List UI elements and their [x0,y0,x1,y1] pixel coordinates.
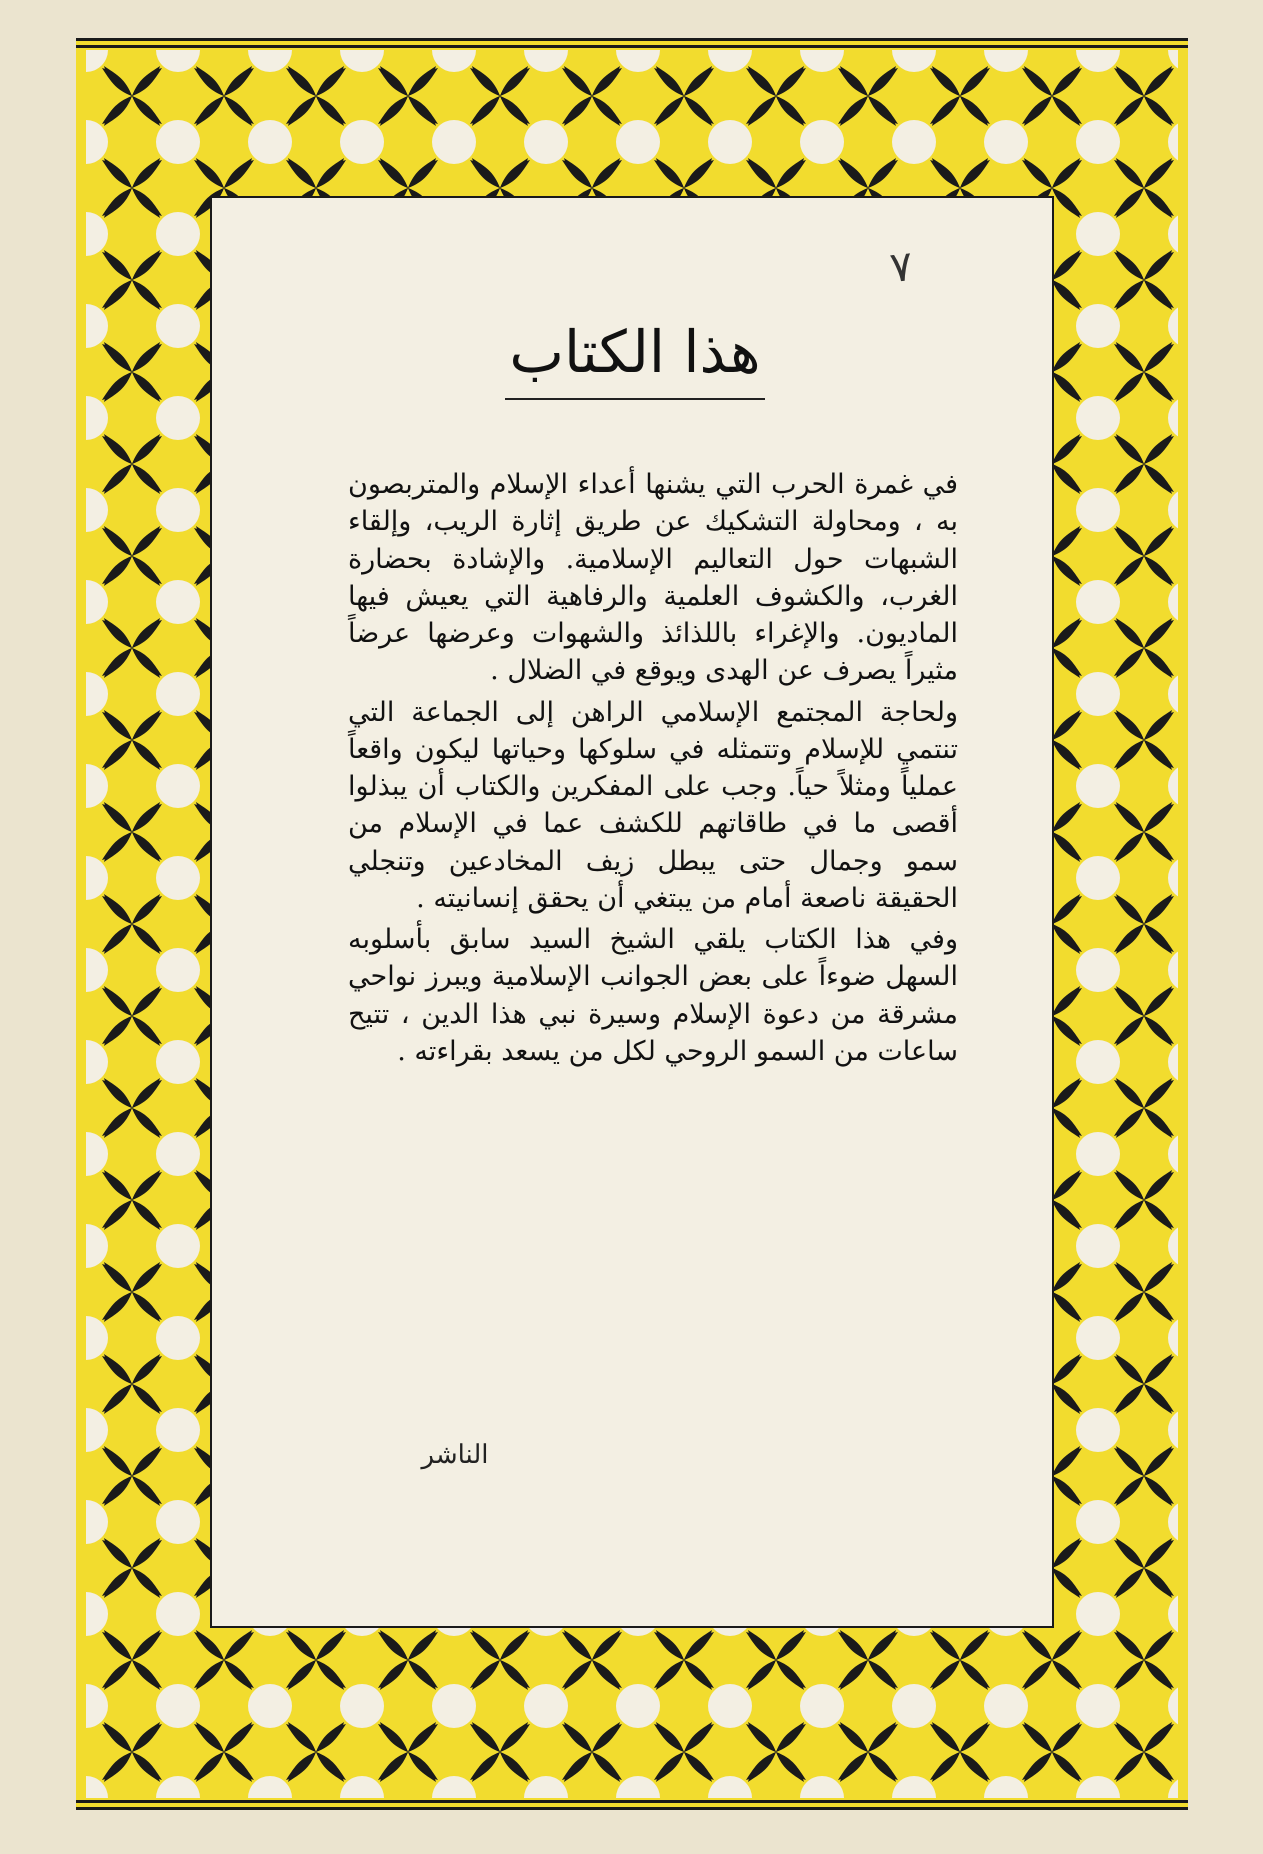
title-underline [505,398,765,400]
paragraph-2: ولحاجة المجتمع الإسلامي الراهن إلى الجماعة التي تنتمي للإسلام وتتمثله في سلوكها وحياتها ليكون واقعاً عملياً ومثلاً حياً. وجب على المفكرين والكتاب أن يبذلوا أقصى ما في طاقاتهم للكشف عما في الإسلام من سمو وجمال حتى يبطل زيف المخادعين وتنجلي الحقيقة ناصعة أمام من يبتغي أن يحقق إنسانيته . [348,696,958,914]
page-number: ٧ [887,240,916,293]
publisher-signature: الناشر [421,1440,489,1470]
paragraph-3: وفي هذا الكتاب يلقي الشيخ السيد سابق بأسلوبه السهل ضوءاً على بعض الجوانب الإسلامية ويبرز نواحي مشرقة من دعوة الإسلام وسيرة نبي هذا الدين ، تتيح ساعات من السمو الروحي لكل من يسعد بقراءته . [348,924,958,1067]
page-title: هذا الكتاب [509,318,761,386]
paragraph-1: في غمرة الحرب التي يشنها أعداء الإسلام والمتربصون به ، ومحاولة التشكيك عن طريق إثارة الريب، وإلقاء الشبهات حول التعاليم الإسلامية. والإشادة بحضارة الغرب، والكشوف العلمية والرفاهية التي يعيش فيها الماديون. والإغراء باللذائذ والشهوات وعرضها عرضاً مثيراً يصرف عن الهدى ويوقع في الضلال . [348,469,958,687]
body-text [348,466,958,1074]
